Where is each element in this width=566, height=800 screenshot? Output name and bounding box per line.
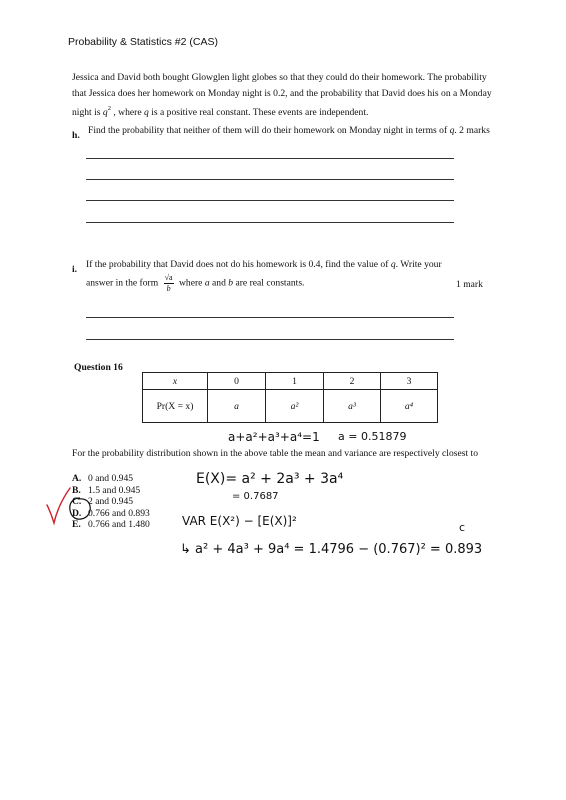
part-i-marks: 1 mark — [456, 279, 483, 290]
option-b[interactable]: B. 1.5 and 0.945 — [72, 484, 141, 496]
option-e[interactable]: E. 0.766 and 1.480 — [72, 519, 150, 531]
answer-line[interactable] — [86, 158, 454, 159]
option-c[interactable]: C. 2 and 0.945 — [72, 496, 134, 508]
answer-line[interactable] — [86, 339, 454, 340]
answer-circle-icon — [67, 496, 93, 522]
handwritten-variance-label: VAR E(X²) − [E(X)]² — [182, 514, 297, 528]
probability-table — [142, 372, 438, 423]
intro-line-1: Jessica and David both bought Glowglen light globes so that they could do their homework. The probability — [72, 72, 487, 83]
table-cell: 0 — [208, 373, 266, 390]
table-header-x: x — [143, 373, 208, 390]
handwritten-variance-calc: ↳ a² + 4a³ + 9a⁴ = 1.4796 − (0.767)² = 0.893 — [180, 542, 483, 557]
question-16-prompt: For the probability distribution shown in the above table the mean and variance are respectively closest to — [72, 448, 479, 459]
table-cell: a⁴ — [381, 390, 438, 423]
part-h-question: h. Find the probability that neither of them will do their homework on Monday night in terms of q. 2 marks — [72, 125, 490, 141]
table-cell: 1 — [266, 373, 324, 390]
part-i-line-2: answer in the form $\frac{√a}{b}$ where a and b are real constants. — [86, 273, 305, 293]
part-i-question: i. If the probability that David does not do his homework is 0.4, find the value of q. Write your — [72, 259, 442, 275]
intro-line-3: night is $q^2$ , where q is a positive real constant. These events are independent. — [72, 105, 369, 118]
intro-paragraph — [72, 70, 502, 121]
option-d[interactable]: D. 0.766 and 0.893 — [72, 507, 150, 519]
table-cell: a² — [266, 390, 324, 423]
answer-line[interactable] — [86, 179, 454, 180]
answer-line[interactable] — [86, 317, 454, 318]
table-cell: 3 — [381, 373, 438, 390]
intro-line-2: that Jessica does her homework on Monday night is 0.2, and the probability that David does his on a Monday — [72, 87, 492, 99]
question-16-title: Question 16 — [74, 362, 123, 373]
handwritten-mean-formula: E(X)= a² + 2a³ + 3a⁴ — [196, 471, 344, 487]
table-cell: a³ — [324, 390, 381, 423]
handwritten-a-value: a = 0.51879 — [338, 430, 407, 443]
answer-line[interactable] — [86, 200, 454, 201]
table-cell: a — [208, 390, 266, 423]
answer-line[interactable] — [86, 222, 454, 223]
table-header-pr: Pr(X = x) — [143, 390, 208, 423]
page-header: Probability & Statistics #2 (CAS) — [68, 36, 218, 48]
handwritten-mean-value: = 0.7687 — [232, 491, 279, 502]
handwritten-c-mark: c — [459, 521, 466, 534]
fraction-sqrt-a-over-b: $\frac{√a}{b}$ — [164, 273, 173, 293]
option-a[interactable]: A. 0 and 0.945 — [72, 473, 134, 484]
table-cell: 2 — [324, 373, 381, 390]
handwritten-sum-equation: a+a²+a³+a⁴=1 — [228, 430, 320, 444]
